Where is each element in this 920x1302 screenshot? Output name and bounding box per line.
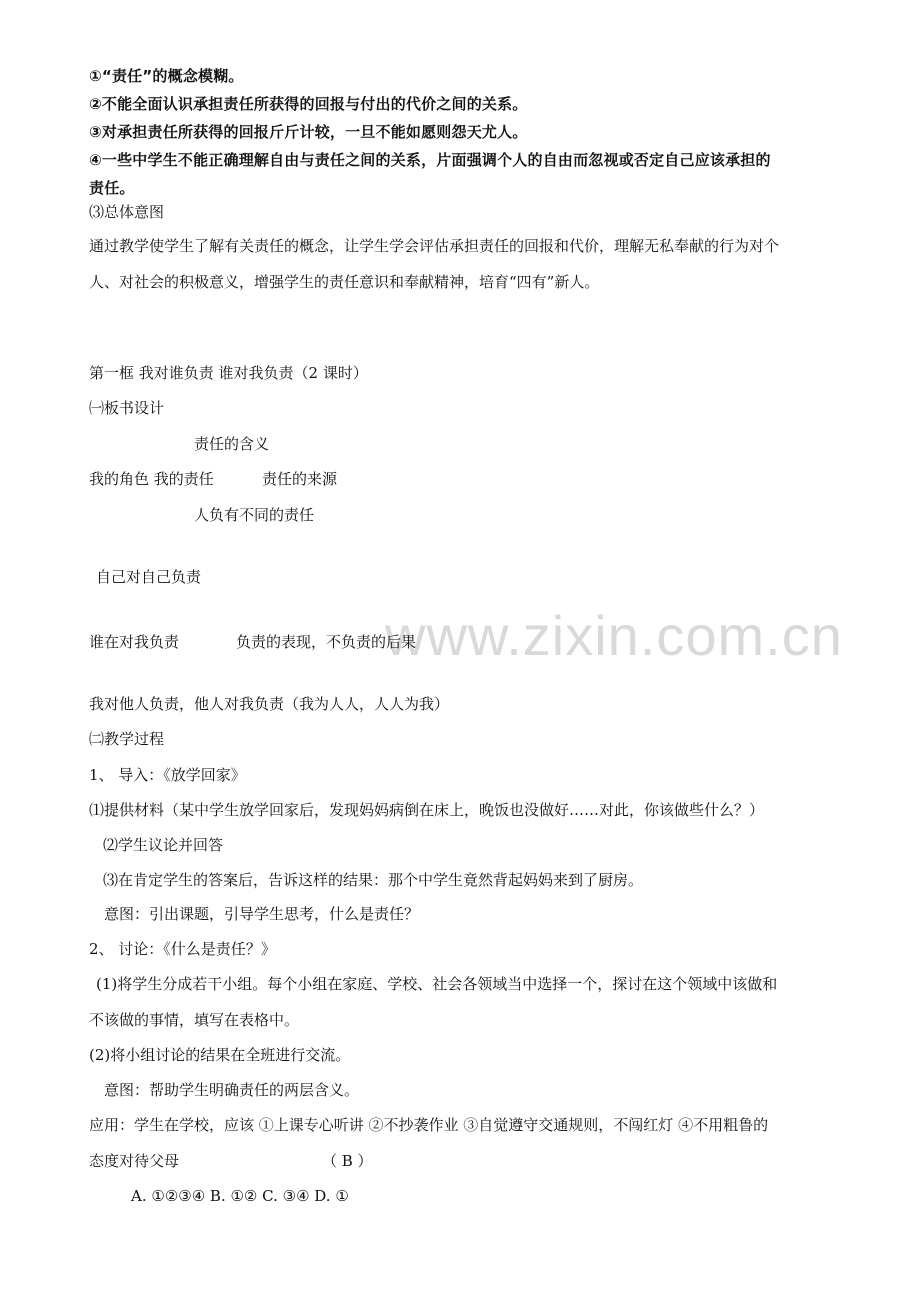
application-line-2: 态度对待父母 xyxy=(89,1152,180,1170)
process-step-2-item-1a: (1)将学生分成若干小组。每个小组在家庭、学校、社会各领域当中选择一个，探讨在这个领域中该做和 xyxy=(96,975,778,993)
process-step-1-item-1: ⑴提供材料（某中学生放学回家后，发现妈妈病倒在床上，晚饭也没做好……对此，你该做些什么？） xyxy=(89,801,765,819)
board-who-right: 负责的表现，不负责的后果 xyxy=(236,633,417,651)
board-heading: ㈠板书设计 xyxy=(89,399,165,417)
application-answer: （ B ） xyxy=(322,1152,373,1170)
application-line-1: 应用：学生在学校，应该 ①上课专心听讲 ②不抄袭作业 ③自觉遵守交通规则，不闯红灯 ④不用粗鲁的 xyxy=(89,1116,769,1134)
board-item-different: 人负有不同的责任 xyxy=(194,506,315,524)
overall-intent-para-1: 通过教学使学生了解有关责任的概念，让学生学会评估承担责任的回报和代价，理解无私奉献的行为对个 xyxy=(89,237,780,255)
process-step-1-item-3: ⑶在肯定学生的答案后，告诉这样的结果：那个中学生竟然背起妈妈来到了厨房。 xyxy=(103,871,644,889)
intro-item-3: ③对承担责任所获得的回报斤斤计较，一旦不能如愿则怨天尤人。 xyxy=(89,123,528,141)
section-title: 第一框 我对谁负责 谁对我负责（2 课时） xyxy=(89,364,368,382)
overall-intent-heading: ⑶总体意图 xyxy=(89,203,165,221)
process-step-1: 1、 导入：《放学回家》 xyxy=(89,766,246,784)
intro-item-1: ①“责任”的概念模糊。 xyxy=(89,67,244,85)
application-options: A. ①②③④ B. ①② C. ③④ D. ① xyxy=(131,1187,349,1205)
overall-intent-para-2: 人、对社会的积极意义，增强学生的责任意识和奉献精神，培育“四有”新人。 xyxy=(89,273,600,291)
process-step-2-item-2: (2)将小组讨论的结果在全班进行交流。 xyxy=(89,1046,351,1064)
process-step-2: 2、 讨论：《什么是责任？》 xyxy=(89,940,276,958)
board-self: 自己对自己负责 xyxy=(96,568,202,586)
intro-item-2: ②不能全面认识承担责任所获得的回报与付出的代价之间的关系。 xyxy=(89,95,528,113)
process-heading: ㈡教学过程 xyxy=(89,730,165,748)
board-item-source: 责任的来源 xyxy=(262,470,338,488)
process-step-2-intent: 意图：帮助学生明确责任的两层含义。 xyxy=(104,1081,360,1099)
intro-item-4-cont: 责任。 xyxy=(89,179,135,197)
board-mutual: 我对他人负责，他人对我负责（我为人人，人人为我） xyxy=(89,695,450,713)
watermark: www.zixin.com.cn xyxy=(385,604,843,667)
process-step-1-item-2: ⑵学生议论并回答 xyxy=(103,836,224,854)
board-my-role: 我的角色 我的责任 xyxy=(89,470,214,488)
board-item-meaning: 责任的含义 xyxy=(194,435,270,453)
board-who-left: 谁在对我负责 xyxy=(89,633,180,651)
intro-item-4: ④一些中学生不能正确理解自由与责任之间的关系，片面强调个人的自由而忽视或否定自己应该承担的 xyxy=(89,151,771,169)
process-step-2-item-1b: 不该做的事情，填写在表格中。 xyxy=(89,1011,300,1029)
process-step-1-intent: 意图：引出课题，引导学生思考，什么是责任？ xyxy=(104,905,420,923)
